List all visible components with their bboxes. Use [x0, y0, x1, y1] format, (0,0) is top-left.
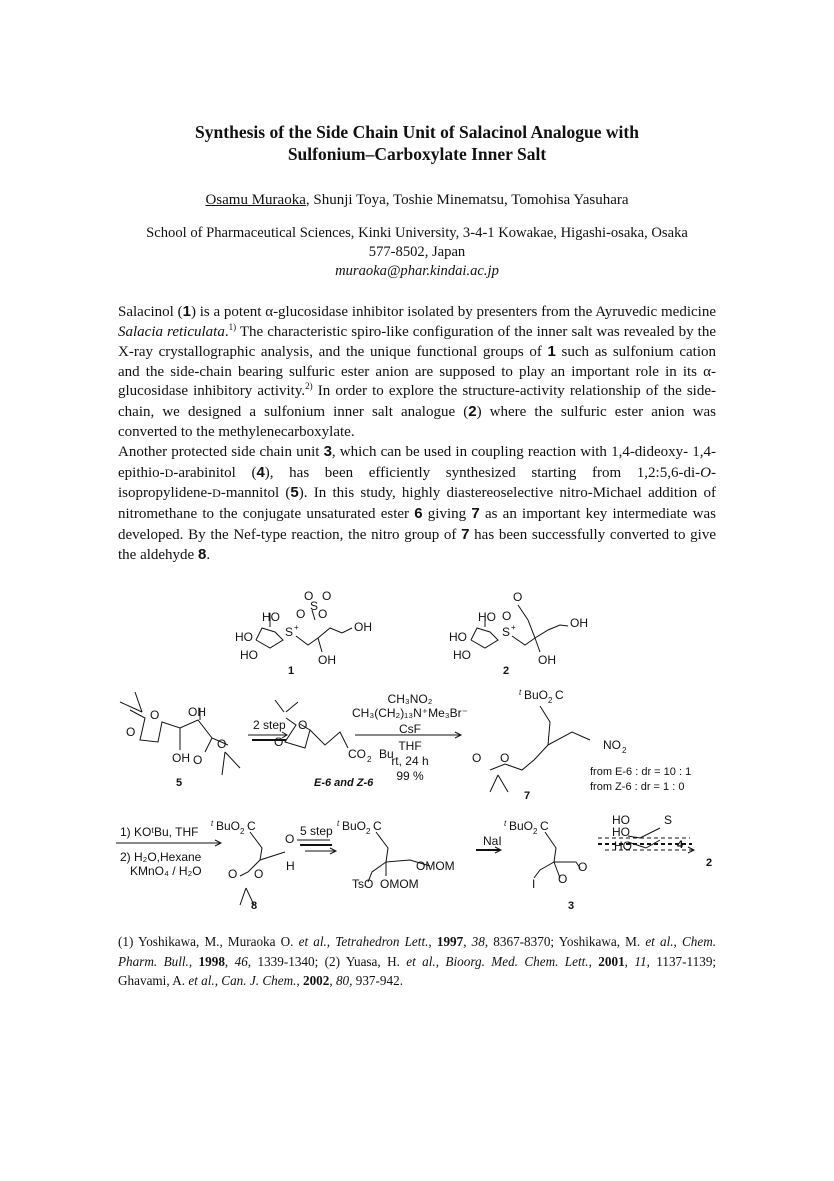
compound-8-label: 8 — [251, 900, 258, 912]
atom-label: S — [310, 599, 319, 613]
tert-superscript: t — [337, 819, 340, 828]
text-run: Can. J. Chem. — [221, 973, 297, 988]
text-run: ). In this study, highly diastereoselective nitro-Michael addition of nitromethane to the conjugate unsaturated ester — [118, 485, 717, 522]
text-run: 38 — [471, 934, 485, 949]
text-run: et al. — [406, 953, 436, 969]
atom-label: BuO — [216, 819, 241, 833]
atom-label: OH — [318, 653, 336, 667]
atom-label: O — [296, 607, 306, 621]
atom-label: O — [322, 589, 332, 603]
atom-label: S — [285, 625, 294, 639]
atom-label: 2 — [548, 696, 553, 705]
text-run: Another protected side chain unit — [118, 444, 324, 461]
text-run: (1) Yoshikawa, M., Muraoka O. — [118, 934, 299, 949]
atom-label: O — [558, 872, 568, 886]
compound-2-label: 2 — [503, 665, 510, 677]
atom-label: C — [247, 819, 256, 833]
atom-label: HO — [262, 610, 280, 624]
text-run: as an important key intermediate was developed. By the Nef-type reaction, the nitro group of — [118, 505, 716, 543]
tert-superscript: t — [519, 688, 522, 697]
atom-label: O — [126, 725, 136, 739]
reagent-yield: 99 % — [396, 769, 424, 783]
compound-6-label: E-6 and Z-6 — [314, 777, 374, 789]
five-step-label: 5 step — [300, 824, 333, 838]
reagent-solvent: THF — [398, 739, 422, 753]
atom-label: O — [217, 737, 227, 751]
atom-label: OH — [570, 616, 588, 630]
text-run: 11 — [634, 953, 647, 969]
text-run: -arabinitol ( — [173, 464, 257, 481]
compound-number: 2001 — [598, 953, 625, 969]
nef-reagent-3: KMnO₄ / H₂O — [130, 864, 202, 878]
text-run: , 1339-1340; (2) Yuasa, H. — [247, 953, 407, 969]
compound-number: 5 — [290, 484, 299, 502]
email[interactable]: muraoka@phar.kindai.ac.jp — [335, 263, 499, 279]
compound-number: 7 — [461, 525, 470, 543]
compound-number: 1998 — [198, 953, 225, 969]
affiliation-line-2: 577-8502, Japan — [368, 244, 466, 260]
nef-reagent-1: 1) KOᵗBu, THF — [120, 825, 199, 839]
text-run: Salacia reticulata — [118, 323, 225, 340]
text-run: D — [212, 486, 221, 501]
text-run: has been successfully converted to give the aldehyde — [118, 526, 716, 564]
atom-label: OMOM — [380, 877, 419, 891]
text-run: , — [214, 973, 222, 988]
nef-reagent-2: 2) H₂O,Hexane — [120, 850, 202, 864]
dr-from-e6: from E-6 : dr = 10 : 1 — [590, 766, 692, 778]
atom-label: S — [664, 813, 673, 827]
text-run: Salacinol ( — [118, 304, 183, 320]
atom-label: 2 — [533, 827, 538, 836]
atom-label: BuO — [509, 819, 534, 833]
text-run: , 1137-1139; Ghavami, A. — [118, 953, 717, 988]
reagent-csf: CsF — [399, 722, 421, 736]
atom-label: HO — [449, 630, 467, 644]
text-run: , — [673, 934, 682, 949]
atom-label: H — [286, 859, 295, 873]
references — [118, 932, 716, 991]
text-run: , — [588, 953, 599, 969]
atom-label: HO — [478, 610, 496, 624]
atom-label: BuO — [524, 688, 549, 702]
compound-number: 8 — [197, 546, 207, 564]
atom-label: O — [500, 751, 510, 765]
reagent-phase-transfer: CH₃(CH₂)₁₃N⁺Me₃Br⁻ — [351, 706, 469, 720]
text-run: , 8367-8370; Yoshikawa, M. — [484, 934, 646, 949]
text-run: D — [164, 465, 174, 480]
text-run: , — [624, 953, 635, 969]
text-run: , — [435, 953, 446, 969]
atom-label: HO — [612, 825, 630, 839]
atom-label: + — [511, 623, 516, 632]
text-run: In order to explore the structure-activity relationship of the side-chain, we designed a sulfonium inner salt analogue ( — [118, 383, 716, 420]
nai-label: NaI — [483, 834, 502, 848]
atom-label: NO — [603, 738, 621, 752]
compound-number: 6 — [414, 504, 423, 522]
text-run: et al. — [298, 934, 327, 949]
atom-label: HO — [235, 630, 253, 644]
atom-label: HO — [240, 648, 258, 662]
text-run: ), has been efficiently synthesized starting from 1,2:5,6-di- — [264, 464, 701, 481]
atom-label: O — [578, 860, 588, 874]
text-run: et al. — [645, 934, 674, 949]
atom-label: C — [540, 819, 549, 833]
atom-label: OH — [354, 620, 372, 634]
atom-label: 2 — [367, 755, 372, 764]
atom-label: I — [532, 877, 536, 891]
text-run: , — [224, 953, 235, 969]
atom-label: C — [373, 819, 382, 833]
atom-label: O — [502, 609, 512, 623]
atom-label: CO — [348, 747, 366, 761]
tert-superscript: t — [504, 819, 507, 828]
atom-label: OMOM — [416, 859, 455, 873]
two-step-label: 2 step — [253, 718, 286, 732]
text-run: ) where the sulfuric ester anion was converted to the methylenecarboxylate. — [118, 403, 716, 440]
reagent-nitromethane: CH₃NO₂ — [387, 692, 433, 706]
text-run: O — [700, 464, 711, 481]
text-run: Bioorg. Med. Chem. Lett. — [445, 953, 589, 969]
atom-label: 2 — [366, 827, 371, 836]
compound-number: 7 — [471, 504, 480, 522]
atom-label: O — [274, 735, 284, 749]
compound-1-label: 1 — [288, 665, 295, 677]
atom-label: O — [304, 589, 314, 603]
compound-3-label: 3 — [568, 900, 575, 912]
atom-label: HO — [614, 839, 632, 853]
compound-number: 1997 — [436, 934, 464, 949]
title-line-2: Sulfonium–Carboxylate Inner Salt — [287, 144, 547, 164]
atom-label: S — [502, 625, 511, 639]
atom-label: HO — [453, 648, 471, 662]
atom-label: Bu — [379, 747, 394, 761]
text-run: Tetrahedron Lett. — [335, 934, 429, 949]
atom-label: 2 — [622, 746, 627, 755]
atom-label: TsO — [352, 877, 374, 891]
atom-label: O — [254, 867, 264, 881]
atom-label: O — [318, 607, 328, 621]
text-run: , — [326, 934, 336, 949]
compound-7-label: 7 — [524, 790, 531, 802]
text-run: , — [188, 953, 199, 969]
text-run: , — [428, 934, 437, 949]
atom-label: OH — [188, 705, 206, 719]
atom-label: BuO — [342, 819, 367, 833]
atom-label: O — [513, 590, 523, 604]
tert-superscript: t — [211, 819, 214, 828]
text-run: - isopropylidene- — [118, 464, 716, 502]
text-run: . — [224, 323, 229, 340]
text-run: ) is a potent α-glucosidase inhibitor isolated by presenters from the Ayruvedic medicine — [190, 304, 716, 320]
reference-list — [118, 932, 716, 991]
atom-label: O — [150, 708, 160, 722]
atom-label: O — [193, 753, 203, 767]
text-run: , 937-942. — [349, 973, 403, 988]
atom-label: HO — [612, 813, 630, 827]
atom-label: O — [298, 718, 308, 732]
presenting-author: Osamu Muraoka — [205, 192, 306, 208]
text-run: 2) — [305, 381, 313, 392]
text-run: , which can be used in coupling reaction with 1,4-dideoxy- 1,4-epithio- — [118, 444, 716, 481]
text-run: -mannitol ( — [220, 485, 291, 502]
text-run: , — [329, 973, 336, 988]
compound-number: 4 — [256, 463, 265, 481]
text-run: 1) — [228, 321, 237, 332]
text-run: 80 — [335, 973, 350, 988]
text-run: The characteristic spiro-like configuration of the inner salt was revealed by the X-ray crystallographic analysis, and the unique functional groups of — [118, 323, 716, 361]
text-run: Chem. Pharm. Bull. — [118, 934, 717, 969]
compound-number: 3 — [323, 443, 332, 461]
compound-number: 2002 — [302, 973, 330, 988]
text-run: such as sulfonium cation and the side-chain bearing sulfuric ester anion are supposed to play an important role in its α-glucosidase inhibitory activity. — [118, 344, 716, 400]
text-run: , — [463, 934, 472, 949]
compound-number: 2 — [468, 402, 477, 420]
compound-5-label: 5 — [176, 777, 183, 789]
dr-from-z6: from Z-6 : dr = 1 : 0 — [590, 781, 685, 793]
atom-label: OH — [172, 751, 190, 765]
text-run: , — [296, 973, 303, 988]
text-run: et al. — [188, 973, 215, 988]
atom-label: O — [472, 751, 482, 765]
text-run: 46 — [234, 953, 248, 969]
atom-label: OH — [538, 653, 556, 667]
atom-label: 2 — [240, 827, 245, 836]
atom-label: C — [555, 688, 564, 702]
text-run: . — [206, 547, 211, 564]
atom-label: O — [285, 832, 295, 846]
atom-label: + — [294, 623, 299, 632]
text-run: giving — [422, 505, 472, 522]
co-authors: , Shunji Toya, Toshie Minematsu, Tomohisa Yasuhara — [305, 192, 629, 208]
affiliation-line-1: School of Pharmaceutical Sciences, Kinki University, 3-4-1 Kowakae, Higashi-osaka, Osaka — [146, 225, 688, 241]
atom-label: O — [228, 867, 238, 881]
target-compound-2-label: 2 — [706, 857, 713, 869]
compound-4-label: 4 — [677, 839, 684, 851]
compound-number: 1 — [182, 303, 191, 320]
reagent-conditions: rt, 24 h — [391, 754, 429, 768]
title-line-1: Synthesis of the Side Chain Unit of Salacinol Analogue with — [195, 122, 639, 142]
compound-number: 1 — [547, 343, 556, 361]
